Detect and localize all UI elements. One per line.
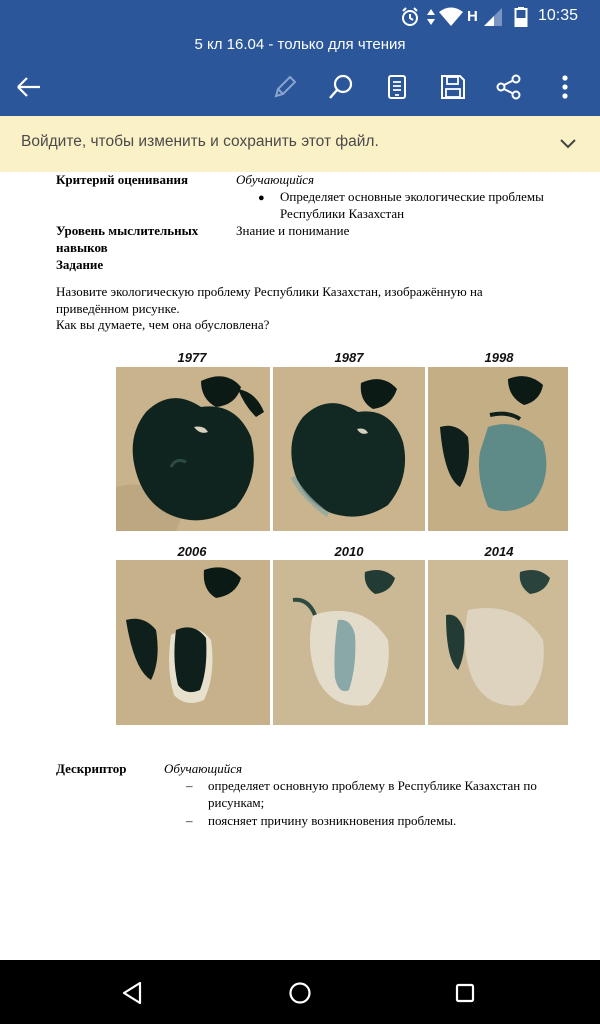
wifi-icon [438,6,464,28]
descriptor-label: Дескриптор [56,761,127,776]
satellite-image [428,560,568,725]
save-icon [440,74,466,100]
descriptor-learner-label: Обучающийся [164,761,243,776]
task-question: Как вы думаете, чем она обусловлена? [56,317,270,332]
pencil-icon [272,74,298,100]
save-button[interactable] [436,70,470,104]
learner-label: Обучающийся [236,172,315,187]
network-type-label: H [467,8,478,25]
alarm-icon [400,6,420,28]
data-arrows-icon [426,6,436,28]
year-label: 2006 [177,544,207,559]
more-vertical-icon [561,74,569,100]
year-label: 1998 [484,350,514,365]
descriptor-item: определяет основную проблему в Республике Казахстан по рисункам; [208,778,537,810]
banner-text: Войдите, чтобы изменить и сохранить этот файл. [21,133,379,150]
signal-icon [482,6,504,28]
dash-marker: – [186,813,193,828]
more-options-button[interactable] [548,70,582,104]
thinking-level-value: Знание и понимание [236,223,350,238]
task-label: Задание [56,257,104,272]
search-button[interactable] [324,70,358,104]
year-label: 1977 [177,350,207,365]
edit-button[interactable] [268,70,302,104]
document-title: 5 кл 16.04 - только для чтения [194,36,406,53]
search-icon [328,74,354,100]
satellite-image [428,367,568,531]
document-page [0,172,600,960]
sign-in-banner[interactable] [0,116,600,172]
satellite-image [273,560,425,725]
chevron-down-icon[interactable] [558,133,578,153]
share-icon [496,74,522,100]
year-label: 2010 [334,544,364,559]
reading-view-icon [386,74,408,100]
thinking-level-label: Уровень мыслительных навыков [56,223,199,255]
share-button[interactable] [492,70,526,104]
arrow-left-icon [16,76,42,98]
bullet-icon: ● [258,192,265,204]
satellite-image [116,560,270,725]
descriptor-item: поясняет причину возникновения проблемы. [208,813,457,828]
clock: 10:35 [537,7,578,24]
battery-icon [514,6,528,28]
dash-marker: – [186,778,193,793]
status-bar [0,0,600,34]
back-triangle-icon[interactable] [118,978,148,1008]
home-circle-icon[interactable] [285,978,315,1008]
recents-square-icon[interactable] [450,978,480,1008]
criteria-item: Определяет основные экологические проблемы Республики Казахстан [280,189,544,221]
task-text: Назовите экологическую проблему Республики Казахстан, изображённую на приведённом рисунке. [56,284,483,316]
back-button[interactable] [12,70,46,104]
reading-view-button[interactable] [380,70,414,104]
satellite-image [116,367,270,531]
criteria-label: Критерий оценивания [56,172,189,187]
system-nav-bar [0,960,600,1024]
year-label: 2014 [484,544,514,559]
year-label: 1987 [334,350,364,365]
satellite-image [273,367,425,531]
